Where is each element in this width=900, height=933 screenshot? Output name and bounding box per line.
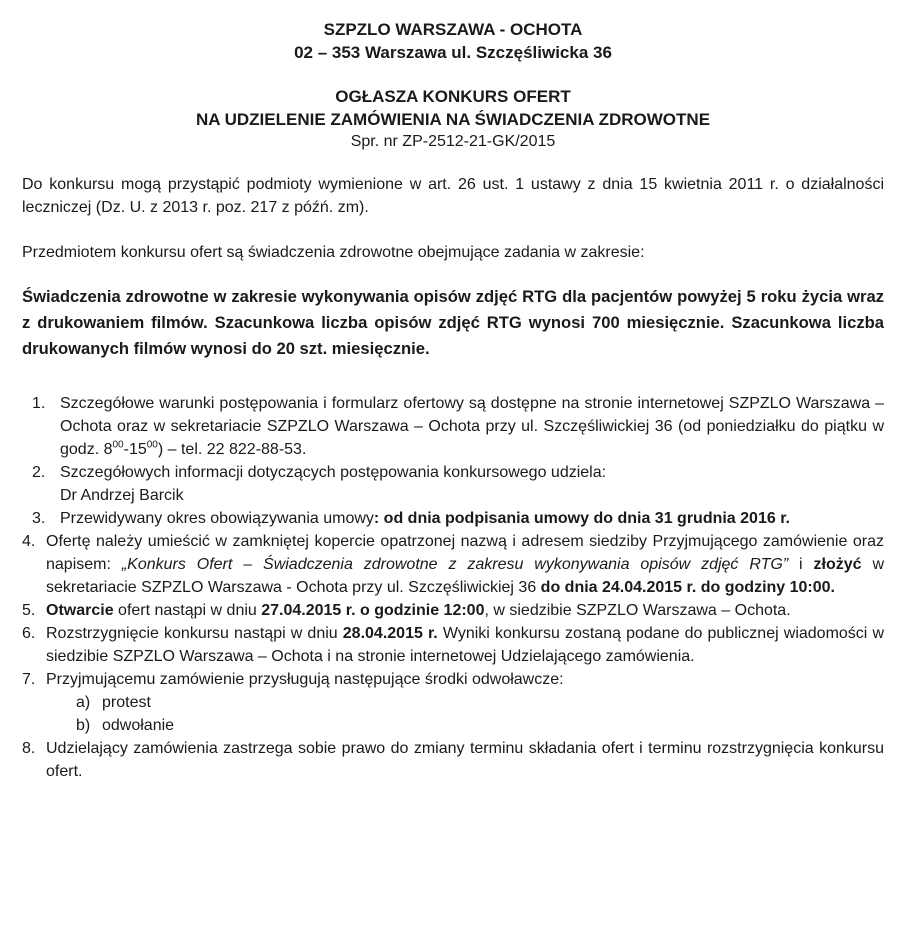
announcement-title: OGŁASZA KONKURS OFERT	[335, 87, 571, 106]
sub-item	[22, 714, 884, 737]
item-text: Przewidywany okres obowiązywania umowy: od dnia podpisania umowy do dnia 31 grudnia 2016 r.	[60, 510, 790, 527]
contact-person: Dr Andrzej Barcik	[60, 487, 184, 504]
item-number: 3.	[32, 510, 46, 527]
sub-item-text: odwołanie	[102, 717, 175, 734]
org-name: SZPZLO WARSZAWA - OCHOTA	[323, 20, 583, 39]
list-item	[22, 737, 884, 783]
item-text: Szczegółowe warunki postępowania i formularz ofertowy są dostępne na stronie internetowej SZPZLO Warszawa – Ochota oraz w sekretariacie SZPZLO Warszawa – Ochota przy ul. Szczęśliwickiej 36 (od poniedziałku do piątku w godz. $8^{00}-15^{00}$) – tel. 22 822-88-53.	[60, 395, 884, 458]
item-text: Szczegółowych informacji dotyczących postępowania konkursowego udziela: Dr Andrzej Barcik	[60, 464, 607, 504]
sub-item-letter: a)	[76, 694, 91, 711]
item-number: 7.	[22, 671, 36, 688]
sub-item-text: protest	[102, 694, 151, 711]
item-number: 2.	[32, 464, 46, 481]
announcement-subtitle: NA UDZIELENIE ZAMÓWIENIA NA ŚWIADCZENIA ZDROWOTNE	[195, 110, 711, 129]
item-number: 1.	[32, 395, 46, 412]
item-text: Rozstrzygnięcie konkursu nastąpi w dniu 28.04.2015 r. Wyniki konkursu zostaną podane do publicznej wiadomości w siedzibie SZPZLO Warszawa – Ochota i na stronie internetowej Udzielającego zamówienia.	[46, 625, 885, 665]
sub-item	[22, 691, 884, 714]
list-item	[22, 622, 884, 668]
case-number: Spr. nr ZP-2512-21-GK/2015	[350, 133, 556, 150]
conditions-list	[22, 392, 884, 783]
item-text: Ofertę należy umieścić w zamkniętej kopercie opatrzonej nazwą i adresem siedziby Przyjmującego zamówienie oraz napisem: „Konkurs Ofert – Świadczenia zdrowotne z zakresu wykonywania opisów zdjęć RTG” i złożyć w sekretariacie SZPZLO Warszawa - Ochota przy ul. Szczęśliwickiej 36 do dnia 24.04.2015 r. do godziny 10:00.	[46, 533, 885, 596]
item-number: 5.	[22, 602, 36, 619]
item-number: 4.	[22, 533, 36, 550]
document-page	[22, 18, 884, 783]
eligibility-paragraph: Do konkursu mogą przystąpić podmioty wymienione w art. 26 ust. 1 ustawy z dnia 15 kwietnia 2011 r. o działalności leczniczej (Dz. U. z 2013 r. poz. 217 z późń. zm).	[22, 176, 884, 216]
list-item	[22, 530, 884, 599]
sub-item-letter: b)	[76, 717, 91, 734]
list-item	[22, 507, 884, 530]
org-address: 02 – 353 Warszawa ul. Szczęśliwicka 36	[294, 43, 612, 62]
scope-paragraph: Świadczenia zdrowotne w zakresie wykonywania opisów zdjęć RTG dla pacjentów powyżej 5 roku życia wraz z drukowaniem filmów. Szacunkowa liczba opisów zdjęć RTG wynosi 700 miesięcznie. Szacunkowa liczba drukowanych filmów wynosi do 20 szt. miesięcznie.	[22, 287, 884, 358]
subject-intro: Przedmiotem konkursu ofert są świadczenia zdrowotne obejmujące zadania w zakresie:	[22, 244, 645, 261]
item-text: Udzielający zamówienia zastrzega sobie prawo do zmiany terminu składania ofert i terminu rozstrzygnięcia konkursu ofert.	[46, 740, 884, 780]
list-item	[22, 599, 884, 622]
item-text: Przyjmującemu zamówienie przysługują następujące środki odwoławcze:	[46, 671, 564, 688]
list-item	[22, 392, 884, 461]
list-item	[22, 461, 884, 507]
item-text: Otwarcie ofert nastąpi w dniu 27.04.2015 r. o godzinie 12:00, w siedzibie SZPZLO Warszawa – Ochota.	[46, 602, 791, 619]
item-number: 8.	[22, 740, 36, 757]
item-number: 6.	[22, 625, 36, 642]
list-item	[22, 668, 884, 691]
